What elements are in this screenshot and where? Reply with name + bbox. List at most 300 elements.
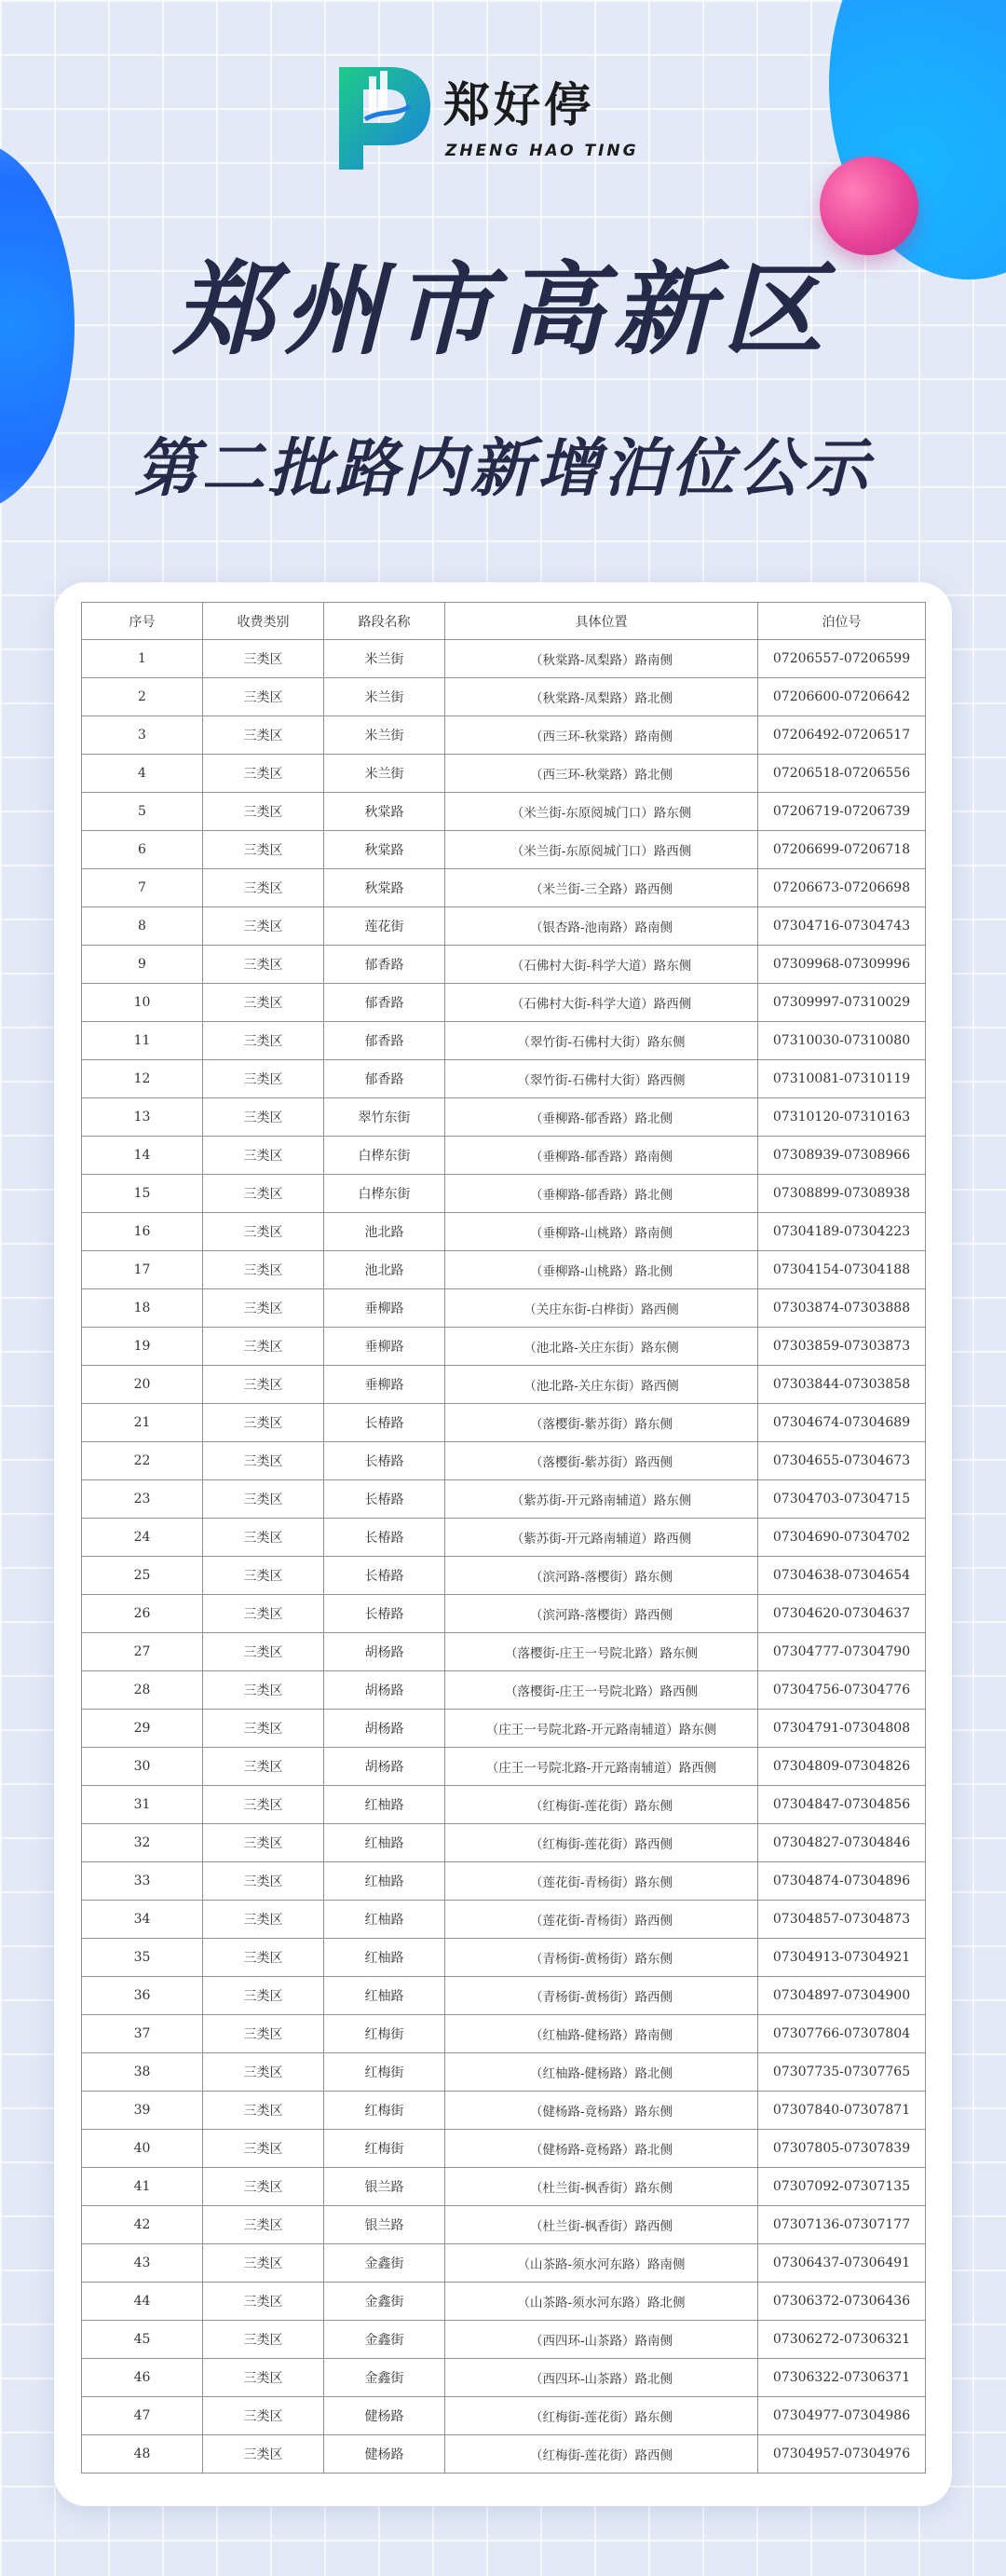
cell-index: 41 [82,2168,203,2206]
parking-p-logo-icon [332,61,434,173]
cell-fee-category: 三类区 [203,1213,324,1251]
cell-berth-number: 07306437-07306491 [758,2244,926,2283]
cell-road-name: 长椿路 [324,1442,445,1480]
brand-subtitle: ZHENG HAO TING [445,142,639,160]
cell-road-name: 红梅街 [324,2130,445,2168]
table-row [82,831,926,869]
cell-location: （垂柳路-郁香路）路北侧 [445,1175,758,1213]
table-row [82,716,926,755]
cell-road-name: 胡杨路 [324,1633,445,1671]
table-row [82,1175,926,1213]
cell-fee-category: 三类区 [203,755,324,793]
cell-road-name: 米兰街 [324,755,445,793]
table-row [82,1748,926,1786]
cell-fee-category: 三类区 [203,1175,324,1213]
cell-berth-number: 07206699-07206718 [758,831,926,869]
cell-index: 47 [82,2397,203,2435]
cell-index: 43 [82,2244,203,2283]
cell-fee-category: 三类区 [203,1098,324,1137]
cell-berth-number: 07304154-07304188 [758,1251,926,1289]
cell-location: （紫苏街-开元路南辅道）路西侧 [445,1519,758,1557]
cell-road-name: 池北路 [324,1251,445,1289]
cell-road-name: 郁香路 [324,984,445,1022]
cell-location: （庄王一号院北路-开元路南辅道）路东侧 [445,1710,758,1748]
cell-location: （落樱街-紫苏街）路西侧 [445,1442,758,1480]
cell-road-name: 长椿路 [324,1519,445,1557]
cell-berth-number: 07304857-07304873 [758,1901,926,1939]
cell-index: 30 [82,1748,203,1786]
table-row [82,1633,926,1671]
table-row [82,1671,926,1710]
table-row [82,2359,926,2397]
cell-berth-number: 07310120-07310163 [758,1098,926,1137]
brand-logo [332,61,648,177]
cell-berth-number: 07206492-07206517 [758,716,926,755]
cell-berth-number: 07309997-07310029 [758,984,926,1022]
cell-fee-category: 三类区 [203,2397,324,2435]
cell-road-name: 秋棠路 [324,793,445,831]
cell-fee-category: 三类区 [203,2359,324,2397]
table-row [82,1060,926,1098]
cell-location: （红梅街-莲花街）路西侧 [445,1824,758,1862]
cell-location: （西四环-山茶路）路北侧 [445,2359,758,2397]
cell-berth-number: 07304716-07304743 [758,907,926,946]
cell-location: （西四环-山茶路）路南侧 [445,2321,758,2359]
cell-fee-category: 三类区 [203,1442,324,1480]
cell-index: 17 [82,1251,203,1289]
cell-location: （石佛村大街-科学大道）路西侧 [445,984,758,1022]
cell-fee-category: 三类区 [203,2015,324,2053]
cell-road-name: 金鑫街 [324,2283,445,2321]
cell-location: （红柚路-健杨路）路南侧 [445,2015,758,2053]
cell-fee-category: 三类区 [203,831,324,869]
cell-fee-category: 三类区 [203,1251,324,1289]
table-row [82,907,926,946]
cell-road-name: 银兰路 [324,2168,445,2206]
cell-road-name: 垂柳路 [324,1366,445,1404]
cell-road-name: 米兰街 [324,640,445,678]
cell-location: （秋棠路-凤梨路）路北侧 [445,678,758,716]
cell-index: 38 [82,2053,203,2092]
table-row [82,1519,926,1557]
brand-name: 郑好停 [443,78,594,132]
cell-index: 13 [82,1098,203,1137]
table-row [82,2130,926,2168]
cell-berth-number: 07303874-07303888 [758,1289,926,1328]
cell-index: 19 [82,1328,203,1366]
cell-fee-category: 三类区 [203,1748,324,1786]
cell-fee-category: 三类区 [203,984,324,1022]
cell-index: 15 [82,1175,203,1213]
cell-road-name: 红梅街 [324,2053,445,2092]
table-row [82,2321,926,2359]
parking-table [81,602,926,2474]
cell-berth-number: 07304638-07304654 [758,1557,926,1595]
cell-road-name: 长椿路 [324,1595,445,1633]
table-row [82,2283,926,2321]
cell-index: 46 [82,2359,203,2397]
cell-berth-number: 07304847-07304856 [758,1786,926,1824]
table-row [82,1901,926,1939]
cell-road-name: 郁香路 [324,1022,445,1060]
cell-fee-category: 三类区 [203,1633,324,1671]
cell-road-name: 胡杨路 [324,1671,445,1710]
cell-berth-number: 07304827-07304846 [758,1824,926,1862]
cell-fee-category: 三类区 [203,869,324,907]
cell-fee-category: 三类区 [203,1671,324,1710]
cell-berth-number: 07304977-07304986 [758,2397,926,2435]
cell-fee-category: 三类区 [203,1328,324,1366]
cell-road-name: 垂柳路 [324,1328,445,1366]
cell-road-name: 秋棠路 [324,831,445,869]
table-row [82,1404,926,1442]
cell-location: （山茶路-须水河东路）路南侧 [445,2244,758,2283]
header-berth-number: 泊位号 [758,603,926,640]
table-row [82,1862,926,1901]
cell-fee-category: 三类区 [203,1519,324,1557]
cell-road-name: 胡杨路 [324,1710,445,1748]
cell-index: 1 [82,640,203,678]
cell-index: 12 [82,1060,203,1098]
cell-index: 23 [82,1480,203,1519]
cell-berth-number: 07307735-07307765 [758,2053,926,2092]
cell-index: 7 [82,869,203,907]
cell-road-name: 红梅街 [324,2092,445,2130]
cell-berth-number: 07304690-07304702 [758,1519,926,1557]
cell-berth-number: 07309968-07309996 [758,946,926,984]
cell-fee-category: 三类区 [203,2321,324,2359]
cell-road-name: 金鑫街 [324,2359,445,2397]
cell-index: 4 [82,755,203,793]
cell-location: （青杨街-黄杨街）路西侧 [445,1977,758,2015]
cell-location: （红梅街-莲花街）路东侧 [445,1786,758,1824]
cell-road-name: 白桦东街 [324,1137,445,1175]
cell-berth-number: 07303859-07303873 [758,1328,926,1366]
cell-berth-number: 07304791-07304808 [758,1710,926,1748]
cell-fee-category: 三类区 [203,678,324,716]
cell-fee-category: 三类区 [203,1939,324,1977]
cell-fee-category: 三类区 [203,1862,324,1901]
cell-fee-category: 三类区 [203,2244,324,2283]
table-row [82,984,926,1022]
cell-berth-number: 07306372-07306436 [758,2283,926,2321]
cell-berth-number: 07206673-07206698 [758,869,926,907]
cell-location: （青杨街-黄杨街）路东侧 [445,1939,758,1977]
cell-fee-category: 三类区 [203,2092,324,2130]
decorative-pink-circle [820,157,918,255]
cell-location: （健杨路-竟杨路）路东侧 [445,2092,758,2130]
cell-location: （关庄东街-白桦街）路西侧 [445,1289,758,1328]
table-row [82,1977,926,2015]
table-row [82,678,926,716]
cell-road-name: 健杨路 [324,2397,445,2435]
cell-berth-number: 07310030-07310080 [758,1022,926,1060]
page-subtitle: 第二批路内新增泊位公示 [133,432,872,506]
header-fee-category: 收费类别 [203,603,324,640]
cell-fee-category: 三类区 [203,1557,324,1595]
table-row [82,1442,926,1480]
cell-fee-category: 三类区 [203,2206,324,2244]
table-row [82,1595,926,1633]
table-row [82,1939,926,1977]
cell-index: 24 [82,1519,203,1557]
cell-index: 10 [82,984,203,1022]
cell-road-name: 红柚路 [324,1977,445,2015]
cell-location: （秋棠路-凤梨路）路南侧 [445,640,758,678]
cell-fee-category: 三类区 [203,2283,324,2321]
cell-fee-category: 三类区 [203,1366,324,1404]
cell-road-name: 米兰街 [324,716,445,755]
cell-berth-number: 07206518-07206556 [758,755,926,793]
cell-location: （滨河路-落樱街）路东侧 [445,1557,758,1595]
cell-road-name: 长椿路 [324,1404,445,1442]
cell-location: （池北路-关庄东街）路东侧 [445,1328,758,1366]
cell-road-name: 红柚路 [324,1786,445,1824]
cell-road-name: 莲花街 [324,907,445,946]
cell-location: （池北路-关庄东街）路西侧 [445,1366,758,1404]
cell-location: （健杨路-竟杨路）路北侧 [445,2130,758,2168]
cell-berth-number: 07304703-07304715 [758,1480,926,1519]
cell-fee-category: 三类区 [203,2053,324,2092]
cell-berth-number: 07304874-07304896 [758,1862,926,1901]
cell-location: （杜兰街-枫香街）路西侧 [445,2206,758,2244]
cell-location: （西三环-秋棠路）路北侧 [445,755,758,793]
table-header-row [82,603,926,640]
cell-location: （庄王一号院北路-开元路南辅道）路西侧 [445,1748,758,1786]
header-index: 序号 [82,603,203,640]
table-row [82,1786,926,1824]
cell-road-name: 红柚路 [324,1939,445,1977]
cell-fee-category: 三类区 [203,2168,324,2206]
cell-location: （紫苏街-开元路南辅道）路东侧 [445,1480,758,1519]
cell-index: 20 [82,1366,203,1404]
table-row [82,1710,926,1748]
cell-road-name: 郁香路 [324,946,445,984]
cell-index: 25 [82,1557,203,1595]
cell-location: （垂柳路-山桃路）路南侧 [445,1213,758,1251]
cell-location: （翠竹街-石佛村大街）路东侧 [445,1022,758,1060]
cell-fee-category: 三类区 [203,1137,324,1175]
cell-index: 45 [82,2321,203,2359]
cell-fee-category: 三类区 [203,1901,324,1939]
table-row [82,2092,926,2130]
cell-index: 48 [82,2435,203,2474]
table-row [82,1098,926,1137]
table-row [82,1213,926,1251]
cell-road-name: 白桦东街 [324,1175,445,1213]
cell-road-name: 胡杨路 [324,1748,445,1786]
cell-road-name: 红柚路 [324,1824,445,1862]
cell-road-name: 秋棠路 [324,869,445,907]
cell-location: （石佛村大街-科学大道）路东侧 [445,946,758,984]
cell-berth-number: 07304957-07304976 [758,2435,926,2474]
cell-fee-category: 三类区 [203,793,324,831]
cell-location: （垂柳路-郁香路）路南侧 [445,1137,758,1175]
cell-road-name: 垂柳路 [324,1289,445,1328]
cell-index: 35 [82,1939,203,1977]
cell-fee-category: 三类区 [203,1977,324,2015]
cell-location: （落樱街-庄王一号院北路）路东侧 [445,1633,758,1671]
table-row [82,1022,926,1060]
cell-location: （山茶路-须水河东路）路北侧 [445,2283,758,2321]
table-row [82,1557,926,1595]
table-row [82,1328,926,1366]
cell-road-name: 银兰路 [324,2206,445,2244]
cell-berth-number: 07307766-07307804 [758,2015,926,2053]
cell-fee-category: 三类区 [203,907,324,946]
cell-berth-number: 07304189-07304223 [758,1213,926,1251]
cell-index: 9 [82,946,203,984]
cell-road-name: 红梅街 [324,2015,445,2053]
cell-road-name: 米兰街 [324,678,445,716]
cell-berth-number: 07304897-07304900 [758,1977,926,2015]
cell-berth-number: 07307092-07307135 [758,2168,926,2206]
cell-location: （银杏路-池南路）路南侧 [445,907,758,946]
table-row [82,1289,926,1328]
cell-berth-number: 07308939-07308966 [758,1137,926,1175]
cell-index: 14 [82,1137,203,1175]
cell-index: 26 [82,1595,203,1633]
cell-index: 29 [82,1710,203,1748]
cell-index: 34 [82,1901,203,1939]
cell-fee-category: 三类区 [203,2435,324,2474]
cell-road-name: 红柚路 [324,1862,445,1901]
cell-index: 44 [82,2283,203,2321]
cell-index: 39 [82,2092,203,2130]
cell-fee-category: 三类区 [203,1480,324,1519]
cell-berth-number: 07304674-07304689 [758,1404,926,1442]
cell-berth-number: 07307805-07307839 [758,2130,926,2168]
cell-fee-category: 三类区 [203,1289,324,1328]
cell-location: （红梅街-莲花街）路西侧 [445,2435,758,2474]
table-row [82,1137,926,1175]
cell-index: 37 [82,2015,203,2053]
cell-berth-number: 07304620-07304637 [758,1595,926,1633]
cell-index: 28 [82,1671,203,1710]
cell-index: 11 [82,1022,203,1060]
table-row [82,2435,926,2474]
cell-index: 2 [82,678,203,716]
table-row [82,946,926,984]
cell-berth-number: 07304809-07304826 [758,1748,926,1786]
cell-road-name: 金鑫街 [324,2321,445,2359]
cell-location: （垂柳路-郁香路）路北侧 [445,1098,758,1137]
cell-fee-category: 三类区 [203,2130,324,2168]
table-row [82,755,926,793]
cell-index: 5 [82,793,203,831]
header-road-name: 路段名称 [324,603,445,640]
cell-fee-category: 三类区 [203,716,324,755]
cell-road-name: 郁香路 [324,1060,445,1098]
cell-index: 21 [82,1404,203,1442]
cell-fee-category: 三类区 [203,1060,324,1098]
table-row [82,1480,926,1519]
cell-berth-number: 07206557-07206599 [758,640,926,678]
cell-fee-category: 三类区 [203,1404,324,1442]
table-row [82,2206,926,2244]
table-row [82,2244,926,2283]
table-row [82,869,926,907]
cell-location: （红柚路-健杨路）路北侧 [445,2053,758,2092]
cell-index: 3 [82,716,203,755]
cell-berth-number: 07206719-07206739 [758,793,926,831]
cell-fee-category: 三类区 [203,1786,324,1824]
cell-fee-category: 三类区 [203,1824,324,1862]
cell-road-name: 池北路 [324,1213,445,1251]
cell-location: （西三环-秋棠路）路南侧 [445,716,758,755]
cell-index: 22 [82,1442,203,1480]
cell-index: 42 [82,2206,203,2244]
cell-berth-number: 07304756-07304776 [758,1671,926,1710]
cell-location: （落樱街-庄王一号院北路）路西侧 [445,1671,758,1710]
cell-berth-number: 07306272-07306321 [758,2321,926,2359]
cell-berth-number: 07304655-07304673 [758,1442,926,1480]
cell-location: （滨河路-落樱街）路西侧 [445,1595,758,1633]
table-row [82,793,926,831]
table-row [82,2168,926,2206]
cell-road-name: 金鑫街 [324,2244,445,2283]
cell-berth-number: 07308899-07308938 [758,1175,926,1213]
cell-index: 16 [82,1213,203,1251]
cell-location: （米兰街-三全路）路西侧 [445,869,758,907]
cell-fee-category: 三类区 [203,946,324,984]
cell-berth-number: 07303844-07303858 [758,1366,926,1404]
cell-index: 32 [82,1824,203,1862]
cell-berth-number: 07310081-07310119 [758,1060,926,1098]
cell-road-name: 健杨路 [324,2435,445,2474]
table-body [82,640,926,2474]
cell-fee-category: 三类区 [203,1710,324,1748]
table-row [82,1366,926,1404]
cell-location: （米兰街-东原阅城门口）路西侧 [445,831,758,869]
cell-index: 36 [82,1977,203,2015]
cell-road-name: 翠竹东街 [324,1098,445,1137]
cell-index: 18 [82,1289,203,1328]
cell-road-name: 长椿路 [324,1557,445,1595]
cell-index: 6 [82,831,203,869]
cell-index: 27 [82,1633,203,1671]
table-row [82,2397,926,2435]
cell-location: （垂柳路-山桃路）路北侧 [445,1251,758,1289]
cell-fee-category: 三类区 [203,1022,324,1060]
cell-location: （杜兰街-枫香街）路东侧 [445,2168,758,2206]
cell-location: （莲花街-青杨街）路东侧 [445,1862,758,1901]
page-title: 郑州市高新区 [172,252,833,369]
cell-berth-number: 07304777-07304790 [758,1633,926,1671]
header-location: 具体位置 [445,603,758,640]
table-row [82,1824,926,1862]
cell-fee-category: 三类区 [203,1595,324,1633]
cell-index: 8 [82,907,203,946]
cell-road-name: 长椿路 [324,1480,445,1519]
cell-berth-number: 07304913-07304921 [758,1939,926,1977]
cell-index: 31 [82,1786,203,1824]
cell-berth-number: 07206600-07206642 [758,678,926,716]
cell-berth-number: 07306322-07306371 [758,2359,926,2397]
cell-location: （莲花街-青杨街）路西侧 [445,1901,758,1939]
table-row [82,2053,926,2092]
table-row [82,640,926,678]
table-row [82,2015,926,2053]
cell-location: （翠竹街-石佛村大街）路西侧 [445,1060,758,1098]
cell-fee-category: 三类区 [203,640,324,678]
cell-location: （红梅街-莲花街）路东侧 [445,2397,758,2435]
cell-location: （米兰街-东原阅城门口）路东侧 [445,793,758,831]
cell-road-name: 红柚路 [324,1901,445,1939]
cell-index: 40 [82,2130,203,2168]
cell-index: 33 [82,1862,203,1901]
table-row [82,1251,926,1289]
